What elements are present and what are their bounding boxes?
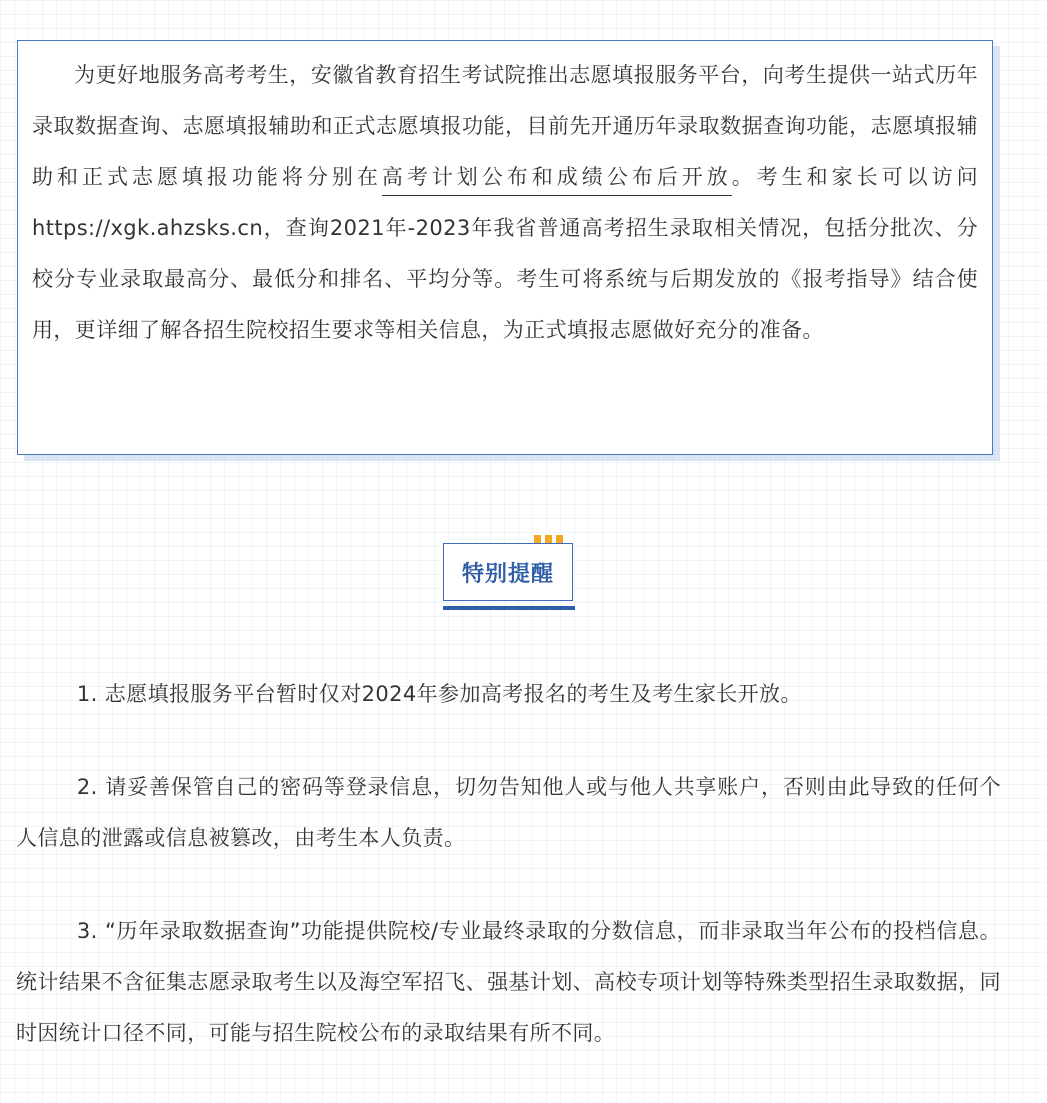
notice-item-2: 2. 请妥善保管自己的密码等登录信息，切勿告知他人或与他人共享账户，否则由此导致的任何个人信息的泄露或信息被篡改，由考生本人负责。 (16, 775, 1001, 850)
intro-text-part1: 为更好地服务高考考生，安徽省教育招生考试院推出志愿填报服务平台，向考生提供一站式历年录取数据查询、志愿填报辅助和正式志愿填报功能，目前先开通历年录取数据查询功能，志愿填报辅助和正式志愿填报功能将分别在 (32, 63, 978, 189)
intro-box (17, 40, 993, 455)
notice-item-3: 3. “历年录取数据查询”功能提供院校/专业最终录取的分数信息，而非录取当年公布的投档信息。统计结果不含征集志愿录取考生以及海空军招飞、强基计划、高校专项计划等特殊类型招生录取数据，同时因统计口径不同，可能与招生院校公布的录取结果有所不同。 (16, 919, 1001, 1045)
section-title-box (443, 543, 573, 601)
intro-underlined-text: 高考计划公布和成绩公布后开放 (382, 165, 732, 196)
intro-paragraph (32, 41, 978, 356)
notice-item-1: 1. 志愿填报服务平台暂时仅对2024年参加高考报名的考生及考生家长开放。 (76, 682, 802, 706)
section-title: 特别提醒 (461, 561, 554, 587)
intro-text-part2: 。考生和家长可以访问https://xgk.ahzsks.cn，查询2021年-2023年我省普通高考招生录取相关情况，包括分批次、分校分专业录取最高分、最低分和排名、平均分等。考生可将系统与后期发放的《报考指导》结合使用，更详细了解各招生院校招生要求等相关信息，为正式填报志愿做好充分的准备。 (32, 165, 978, 342)
section-title-underline (443, 606, 575, 610)
